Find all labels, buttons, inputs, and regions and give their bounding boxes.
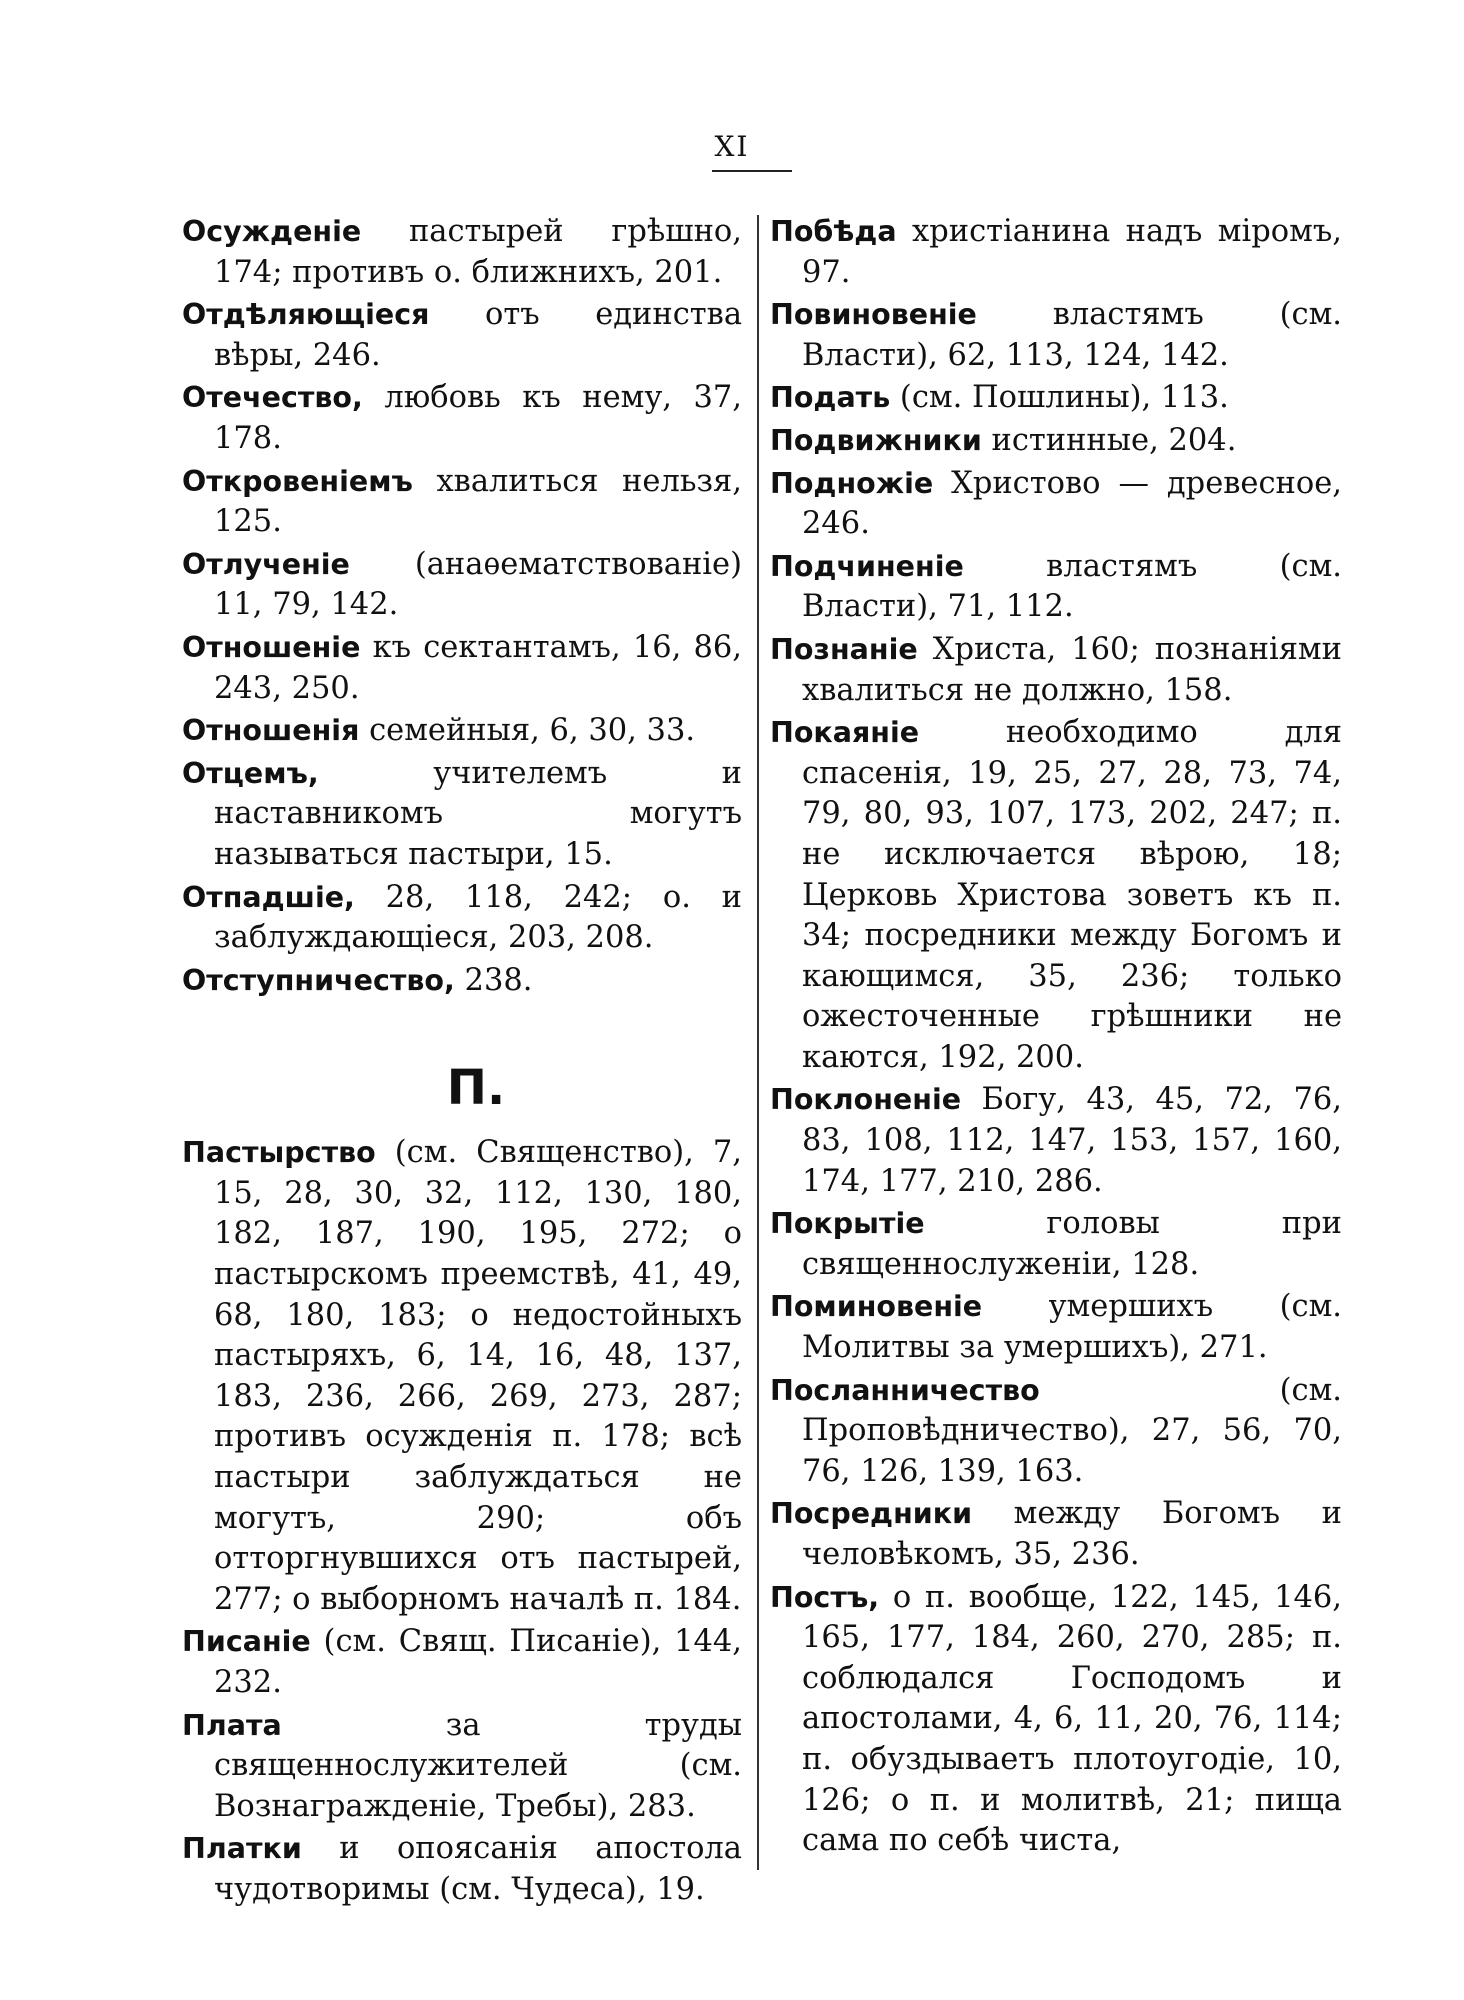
entry-heading: Познаніе	[770, 632, 918, 666]
index-entry	[770, 1287, 1342, 1368]
entry-heading: Плата	[182, 1708, 282, 1742]
entry-body: пастырей грѣшно, 174; противъ о. ближнихъ, 201.	[214, 214, 742, 290]
entry-heading: Покрытіе	[770, 1207, 925, 1241]
entry-heading: Постъ,	[770, 1580, 880, 1614]
index-entry	[770, 630, 1342, 711]
column-divider	[757, 215, 759, 1870]
entry-body: (см. Священство), 7, 15, 28, 30, 32, 112, 130, 180, 182, 187, 190, 195, 272; о пастырскомъ преемствѣ, 41, 49, 68, 180, 183; о недостойныхъ пастыряхъ, 6, 14, 16, 48, 137, 183, 236, 266, 269, 273, 287; противъ осужденія п. 178; всѣ пастыри заблуждаться не могутъ, 290; объ отторгнувшихся отъ пастырей, 277; о выборномъ началѣ п. 184.	[214, 1135, 742, 1617]
entry-heading: Отдѣляющіеся	[182, 298, 430, 332]
left-column	[182, 212, 742, 1913]
entry-heading: Поминовеніе	[770, 1290, 983, 1324]
right-column	[770, 212, 1342, 1864]
entry-heading: Отечество,	[182, 381, 363, 415]
index-entry	[182, 711, 742, 752]
left-entries-before	[182, 212, 742, 1001]
entry-body: умершихъ (см. Молитвы за умершихъ), 271.	[802, 1289, 1342, 1366]
index-entry	[770, 713, 1342, 1078]
entry-heading: Откровеніемъ	[182, 464, 413, 498]
page-number-rule	[712, 170, 792, 172]
entry-body: любовь къ нему, 37, 178.	[214, 380, 742, 456]
entry-body: христіанина надъ міромъ, 97.	[802, 214, 1342, 290]
index-entry	[182, 878, 742, 959]
index-entry	[770, 1080, 1342, 1202]
entry-heading: Покаяніе	[770, 716, 920, 750]
entry-body: (см. Проповѣдничество), 27, 56, 70, 76, 126, 139, 163.	[802, 1372, 1342, 1489]
entry-body: о п. вообще, 122, 145, 146, 165, 177, 184, 260, 270, 285; п. соблюдался Господомъ и апостолами, 4, 6, 11, 20, 76, 114; п. обуздываетъ плотоугодіе, 10, 126; о п. и молитвѣ, 21; пища сама по себѣ чиста,	[802, 1579, 1342, 1859]
index-entry	[182, 295, 742, 376]
index-entry	[182, 462, 742, 543]
entry-body: и опоясанія апостола чудотворимы (см. Чудеса), 19.	[214, 1831, 742, 1907]
entry-body: семейныя, 6, 30, 33.	[359, 713, 696, 749]
entry-body: за труды священнослужителей (см. Вознагражденіе, Требы), 283.	[214, 1707, 742, 1824]
entry-body: необходимо для спасенія, 19, 25, 27, 28, 73, 74, 79, 80, 93, 107, 173, 202, 247; п. не исключается вѣрою, 18; Церковь Христова зоветъ къ п. 34; посредники между Богомъ и кающимся, 35, 236; только ожесточенные грѣшники не каются, 192, 200.	[802, 715, 1342, 1075]
page-number: XI	[714, 130, 750, 163]
entry-heading: Отпадшіе,	[182, 880, 355, 914]
index-entry	[182, 545, 742, 626]
index-entry	[182, 378, 742, 459]
entry-heading: Осужденіе	[182, 215, 362, 248]
entry-heading: Отступничество,	[182, 963, 455, 997]
entry-heading: Подчиненіе	[770, 549, 964, 583]
index-entry	[770, 1494, 1342, 1575]
entry-body: головы при священнослуженіи, 128.	[802, 1206, 1342, 1282]
entry-heading: Посланничество	[770, 1373, 1040, 1407]
entry-body: учителемъ и наставникомъ могутъ называться пастыри, 15.	[214, 755, 742, 872]
entry-body: Богу, 43, 45, 72, 76, 83, 108, 112, 147, 153, 157, 160, 174, 177, 210, 286.	[802, 1082, 1342, 1199]
entry-heading: Пастырство	[182, 1136, 376, 1170]
entry-body: хвалиться нельзя, 125.	[214, 463, 742, 540]
entry-body: 238.	[454, 962, 533, 998]
entry-body: 28, 118, 242; о. и заблуждающіеся, 203, 208.	[214, 879, 742, 956]
entry-heading: Писаніе	[182, 1625, 311, 1659]
entry-body: между Богомъ и человѣкомъ, 35, 236.	[802, 1496, 1342, 1572]
entry-heading: Подать	[770, 381, 891, 415]
index-entry	[182, 1829, 742, 1910]
entry-body: истинные, 204.	[981, 422, 1237, 458]
entry-heading: Отношенія	[182, 714, 360, 748]
index-entry	[770, 464, 1342, 545]
index-entry	[770, 212, 1342, 293]
entry-heading: Подножіе	[770, 466, 934, 500]
entry-heading: Посредники	[770, 1497, 973, 1531]
entry-body: Христа, 160; познаніями хвалиться не должно, 158.	[802, 631, 1342, 708]
entry-heading: Повиновеніе	[770, 298, 977, 332]
index-entry	[770, 421, 1342, 462]
entry-body: властямъ (см. Власти), 71, 112.	[802, 548, 1342, 625]
entry-heading: Отношеніе	[182, 630, 361, 664]
index-entry	[182, 1706, 742, 1828]
index-entry	[770, 378, 1342, 419]
entry-body: Христово — древесное, 246.	[802, 465, 1342, 542]
entry-heading: Отцемъ,	[182, 756, 319, 790]
index-entry	[182, 1622, 742, 1703]
index-entry	[182, 1133, 742, 1620]
entry-heading: Поклоненіе	[770, 1083, 962, 1117]
entry-body: властямъ (см. Власти), 62, 113, 124, 142.	[802, 297, 1342, 373]
index-entry	[182, 961, 742, 1002]
entry-heading: Подвижники	[770, 423, 982, 457]
entry-heading: Платки	[182, 1832, 302, 1866]
entry-body: (см. Свящ. Писаніе), 144, 232.	[214, 1624, 742, 1700]
index-entry	[770, 1371, 1342, 1493]
entry-body: (см. Пошлины), 113.	[890, 380, 1229, 416]
index-entry	[770, 547, 1342, 628]
index-entry	[182, 754, 742, 876]
index-entry	[182, 628, 742, 709]
entry-body: къ сектантамъ, 16, 86, 243, 250.	[214, 629, 742, 706]
right-entries	[770, 212, 1342, 1862]
index-entry	[770, 1578, 1342, 1862]
index-entry	[770, 1204, 1342, 1285]
section-letter: П.	[446, 1060, 506, 1117]
entry-heading: Побѣда	[770, 215, 897, 248]
left-entries-after	[182, 1133, 742, 1910]
index-entry	[182, 212, 742, 293]
index-entry	[770, 295, 1342, 376]
entry-heading: Отлученіе	[182, 547, 350, 581]
entry-body: отъ единства вѣры, 246.	[214, 297, 742, 373]
entry-body: (анаѳематствованіе) 11, 79, 142.	[214, 546, 742, 623]
